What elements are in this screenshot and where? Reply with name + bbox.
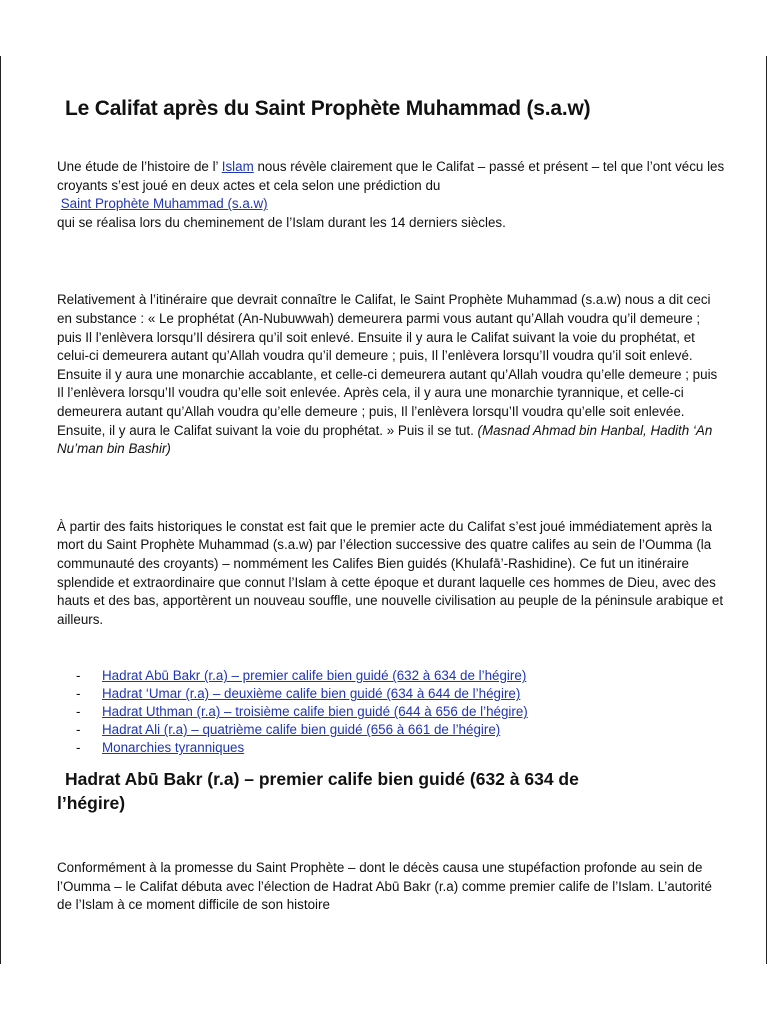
section-heading <box>57 767 705 815</box>
hadith-paragraph <box>57 291 727 458</box>
list-item <box>57 667 727 685</box>
section-heading-line2: l’hégire) <box>57 793 126 814</box>
intro-text-end: qui se réalisa lors du cheminement de l’Islam durant les 14 derniers siècles. <box>57 214 506 230</box>
page-edge-right <box>766 56 767 964</box>
abu-bakr-link[interactable]: Hadrat Abū Bakr (r.a) – premier calife bien guidé (632 à 634 de l’hégire) <box>102 668 527 684</box>
hadith-text: Relativement à l’itinéraire que devrait connaître le Califat, le Saint Prophète Muhammad (s.a.w) nous a dit ceci en substance : « Le prophétat (An-Nubuwwah) demeurera parmi vous autant qu’Allah voudra qu’il demeure ; puis Il l’enlèvera lorsqu’Il désirera qu’il soit enlevé. Ensuite il y aura le Califat suivant la voie du prophétat, et celui-ci demeurera autant qu’Allah voudra qu’il demeure ; puis, Il l’enlèvera lorsqu’Il voudra qu’il soit enlevé. Ensuite il y aura une monarchie accablante, et celle-ci demeurera autant qu’Allah voudra qu’elle demeure ; puis Il l’enlèvera lorsqu’Il voudra qu’elle soit enlevée. Après cela, il y aura une monarchie tyrannique, et celle-ci demeurera autant qu’Allah voudra qu’elle demeure ; puis, Il l’enlèvera lorsqu’Il voudra qu’elle soit enlevée. Ensuite, il y aura le Califat suivant la voie du prophétat. » Puis il se tut. <box>57 292 718 438</box>
ali-link[interactable]: Hadrat Ali (r.a) – quatrième calife bien guidé (656 à 661 de l’hégire) <box>102 722 501 738</box>
list-dash: - <box>76 686 81 702</box>
islam-link[interactable]: Islam <box>221 159 254 174</box>
list-dash: - <box>76 740 81 756</box>
intro-text-middle: nous révèle clairement que le Califat – passé et présent – tel que l’ont vécu les croyants s’est joué en deux actes et cela selon une prédiction du <box>57 159 725 193</box>
saint-prophete-link[interactable]: Saint Prophète Muhammad (s.a.w) <box>60 196 268 212</box>
caliph-link-list <box>57 667 727 757</box>
intro-text-start: Une étude de l’histoire de l’ <box>57 159 222 174</box>
list-item <box>57 739 727 757</box>
document-page <box>57 94 727 915</box>
list-item <box>57 685 727 703</box>
page-title: Le Califat après du Saint Prophète Muhammad (s.a.w) <box>65 97 591 120</box>
abu-bakr-paragraph: Conformément à la promesse du Saint Prophète – dont le décès causa une stupéfaction profonde au sein de l’Oumma – le Califat débuta avec l’élection de Hadrat Abū Bakr (r.a) comme premier calife de l’Islam. L’autorité de l’Islam à ce moment difficile de son histoire <box>57 860 712 913</box>
umar-link[interactable]: Hadrat ‘Umar (r.a) – deuxième calife bien guidé (634 à 644 de l’hégire) <box>102 686 521 702</box>
history-paragraph: À partir des faits historiques le constat est fait que le premier acte du Califat s’est joué immédiatement après la mort du Saint Prophète Muhammad (s.a.w) par l’élection successive des quatre califes au sein de l’Oumma (la communauté des croyants) – nommément les Califes Bien guidés (Khulafā’-Rashidine). Ce fut un itinéraire splendide et extraordinaire que connut l’Islam à cette époque et durant laquelle ces hommes de Dieu, avec des hauts et des bas, apportèrent un nouveau souffle, une nouvelle civilisation au peuple de la péninsule arabique et ailleurs. <box>57 518 724 627</box>
list-item <box>57 703 727 721</box>
page-edge-left <box>0 56 1 964</box>
intro-paragraph <box>57 158 727 232</box>
list-dash: - <box>76 668 81 684</box>
list-dash: - <box>76 704 81 720</box>
list-dash: - <box>76 722 81 738</box>
monarchies-link[interactable]: Monarchies tyranniques <box>102 740 245 756</box>
list-item <box>57 721 727 739</box>
hadith-citation: (Masnad Ahmad bin Hanbal, Hadith ‘An Nu’man bin Bashir) <box>57 422 713 457</box>
uthman-link[interactable]: Hadrat Uthman (r.a) – troisième calife bien guidé (644 à 656 de l’hégire) <box>102 704 528 720</box>
section-heading-line1: Hadrat Abū Bakr (r.a) – premier calife bien guidé (632 à 634 de <box>65 769 579 790</box>
